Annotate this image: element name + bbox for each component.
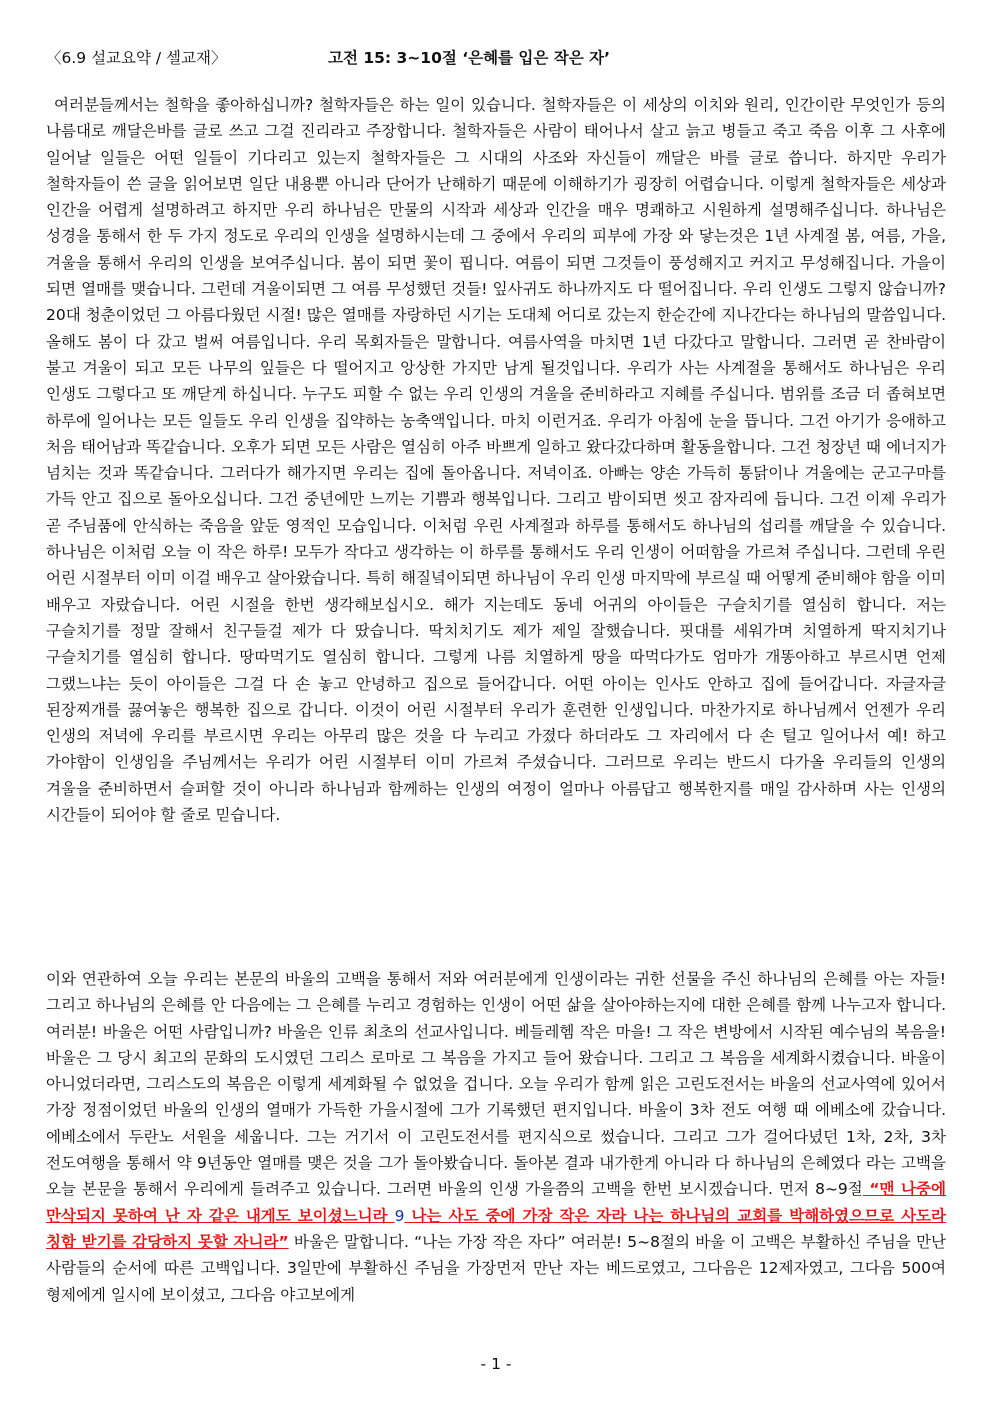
scripture-quote-part1: “맨 나중에 만삭되지 못하여 난 자 같은 내게도 보이셨느니라 — [46, 1180, 946, 1225]
sermon-title: 고전 15: 3~10절 ‘은혜를 입은 작은 자’ — [328, 49, 610, 67]
scripture-quote-part2: 나는 사도 중에 가장 작은 자라 나는 하나님의 교회를 박해하였으므로 사도라 칭함 받기를 감당하지 못할 자니라” — [46, 1206, 946, 1251]
header-label: 〈6.9 설교요약 / 셀교재〉 — [46, 49, 227, 67]
paragraph-2-intro: 이와 연관하여 오늘 우리는 본문의 바울의 고백을 통해서 저와 여러분에게 인생이라는 귀한 선물을 주신 하나님의 은혜를 아는 자들! 그리고 하나님의 은혜를 안 다음에는 그 은혜를 누리고 경험하는 인생이 어떤 삶을 살아야하는지에 대한 은혜를 함께 나누고자 합니다. 여러분! 바울은 어떤 사람입니까? 바울은 인류 최초의 선교사입니다. 베들레헴 작은 마을! 그 작은 변방에서 시작된 예수님의 복음을! 바울은 그 당시 최고의 문화의 도시였던 그리스 로마로 그 복음을 가지고 들어 왔습니다. 그리고 그 복음을 세계화시켰습니다. 바울이 아니었더라면, 그리스도의 복음은 이렇게 세계화될 수 없었을 겁니다. 오늘 우리가 함께 읽은 고린도전서는 바울의 선교사역에 있어서 가장 정점이었던 바울의 인생의 열매가 가득한 가을시절에 그가 기록했던 편지입니다. 바울이 3차 전도 여행 때 에베소에 갔습니다. 에베소에서 두란노 서원을 세웁니다. 그는 거기서 이 고린도전서를 편지식으로 썼습니다. 그리고 그가 걸어다녔던 1차, 2차, 3차 전도여행을 통해서 약 9년동안 열매를 맺은 것을 그가 돌아봤습니다. 돌아본 결과 내가한게 아니라 다 하나님의 은혜였다 라는 고백을 오늘 본문을 통해서 우리에게 들려주고 있습니다. 그러면 바울의 인생 가을쯤의 고백을 한번 보시겠습니다. 먼저 8~9절 — [46, 970, 946, 1199]
paragraph-2-continuation: 바울은 말합니다. “나는 가장 작은 자다” 여러분! 5~8절의 바울 이 고백은 부활하신 주님을 만난 사람들의 순서에 따른 고백입니다. 3일만에 부활하신 주님을 가장먼저 만난 자는 베드로였고, 그다음은 12제자였고, 그다음 500여 형제에게 일시에 보이셨고, 그다음 야고보에게 — [46, 1232, 946, 1304]
verse-number: 9 — [394, 1206, 405, 1225]
page-number: - 1 - — [480, 1355, 512, 1373]
paragraph-1: 여러분들께서는 철학을 좋아하십니까? 철학자들은 하는 일이 있습니다. 철학자들은 이 세상의 이치와 원리, 인간이란 무엇인가 등의 나름대로 깨달은바를 글로 쓰고 그걸 진리라고 주장합니다. 철학자들은 사람이 태어나서 살고 늙고 병들고 죽고 죽음 이후 그 사후에 일어날 일들은 어떤 일들이 기다리고 있는지 철학자들은 그 시대의 사조와 자신들이 깨달은 바를 글로 씁니다. 하지만 우리가 철학자들이 쓴 글을 읽어보면 일단 내용뿐 아니라 단어가 난해하기 때문에 이해하기가 굉장히 어렵습니다. 이렇게 철학자들은 세상과 인간을 어렵게 설명하려고 하지만 우리 하나님은 만물의 시작과 세상과 인간을 매우 명쾌하고 시원하게 설명해주십니다. 하나님은 성경을 통해서 한 두 가지 정도로 우리의 인생을 설명하시는데 그 중에서 우리의 피부에 가장 와 닿는것은 1년 사계절 봄, 여름, 가을, 겨울을 통해서 우리의 인생을 보여주십니다. 봄이 되면 꽃이 핍니다. 여름이 되면 그것들이 풍성해지고 커지고 무성해집니다. 가을이 되면 열매를 맺습니다. 그런데 겨울이되면 그 여름 무성했던 것들! 잎사귀도 하나까지도 다 떨어집니다. 우리 인생도 그렇지 않습니까? 20대 청춘이었던 그 아름다웠던 시절! 많은 열매를 자랑하던 시기는 도대체 어디로 갔는지 한순간에 지나간다는 하나님의 말씀입니다. 올해도 봄이 다 갔고 벌써 여름입니다. 우리 목회자들은 말합니다. 여름사역을 마치면 1년 다갔다고 말합니다. 그러면 곧 찬바람이 불고 겨울이 되고 모든 나무의 잎들은 다 떨어지고 앙상한 가지만 남게 될것입니다. 우리가 사는 사계절을 통해서도 하나님은 우리 인생도 그렇다고 또 깨닫게 하십니다. 누구도 피할 수 없는 우리 인생의 겨울을 준비하라고 지혜를 주십니다. 범위를 조금 더 좁혀보면 하루에 일어나는 모든 일들도 우리 인생을 집약하는 농축액입니다. 마치 이런거죠. 우리가 아침에 눈을 뜹니다. 그건 아기가 응애하고 처음 태어남과 똑같습니다. 오후가 되면 모든 사람은 열심히 아주 바쁘게 일하고 왔다갔다하며 활동을합니다. 그건 청장년 때 에너지가 넘치는 것과 똑같습니다. 그러다가 해가지면 우리는 집에 돌아옵니다. 저녁이죠. 아빠는 양손 가득히 통닭이나 겨울에는 군고구마를 가득 안고 집으로 돌아오십니다. 그건 중년에만 느끼는 기쁨과 행복입니다. 그리고 밤이되면 씻고 잠자리에 듭니다. 그건 이제 우리가 곧 주님품에 안식하는 죽음을 앞둔 영적인 모습입니다. 이처럼 우린 사계절과 하루를 통해서도 하나님의 섭리를 깨달을 수 있습니다. 하나님은 이처럼 오늘 이 작은 하루! 모두가 작다고 생각하는 이 하루를 통해서도 우리 인생이 어떠함을 가르쳐 주십니다. 그런데 우린 어린 시절부터 이미 이걸 배우고 살아왔습니다. 특히 해질녘이되면 하나님이 우리 인생 마지막에 부르실 때 어떻게 준비해야 함을 이미 배우고 자랐습니다. 어린 시절을 한번 생각해보십시오. 해가 지는데도 동네 어귀의 아이들은 구슬치기를 열심히 합니다. 저는 구슬치기를 정말 잘해서 친구들걸 제가 다 땄습니다. 딱치치기도 제가 제일 잘했습니다. 핏대를 세워가며 치열하게 딱지치기나 구슬치기를 열심히 합니다. 땅따먹기도 열심히 합니다. 그렇게 나름 치열하게 땅을 따먹다가도 엄마가 개똥아하고 부르시면 언제 그랬느냐는 듯이 아이들은 그걸 다 손 놓고 안녕하고 집으로 들어갑니다. 어떤 아이는 인사도 안하고 집에 들어갑니다. 자글자글 된장찌개를 끓여놓은 행복한 집으로 갑니다. 이것이 어린 시절부터 우리가 훈련한 인생입니다. 마찬가지로 하나님께서 언젠가 우리 인생의 저녁에 우리를 부르시면 우리는 아무리 많은 것을 다 누리고 가졌다 하더라도 그 자리에서 다 손 털고 일어나서 예! 하고 가야함이 인생임을 주님께서는 우리가 어린 시절부터 이미 가르쳐 주셨습니다. 그러므로 우리는 반드시 다가올 우리들의 인생의 겨울을 준비하면서 슬퍼할 것이 아니라 하나님과 함께하는 인생의 여정이 얼마나 아름답고 행복한지를 매일 감사하며 사는 인생의 시간들이 되어야 할 줄로 믿습니다. — [46, 96, 946, 825]
paragraph-2 — [46, 966, 946, 1308]
page-header — [46, 46, 946, 70]
